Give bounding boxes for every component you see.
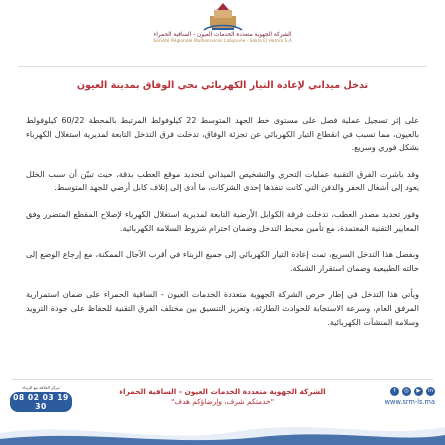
youtube-icon[interactable]: ▶	[414, 387, 423, 396]
facebook-icon[interactable]: f	[390, 387, 399, 396]
article-body	[26, 114, 419, 342]
footer-divider	[12, 379, 433, 380]
logo-emblem-icon	[200, 2, 246, 32]
paragraph-1: على إثر تسجيل عملية فصل على مستوى خط الجهد المتوسط 22 كيلوفولط المرتبط بالمحطة 60/22 كيلوفولط بالعيون، مما تسبب في انقطاع التيار الكهربائي عن تجزئة الوفاق، تدخلت فرق التدخل التابعة لمديرية استغلال الكهرباء بشكل فوري وسريع.	[26, 116, 420, 153]
linkedin-icon[interactable]: in	[427, 388, 433, 394]
paragraph-2: وقد باشرت الفرق التقنية عمليات التحري والتشخيص الميداني لتحديد موقع العطب بدقة، حيث تبيّن أن سبب الخلل يعود إلى أشغال الحفر والدفن التي كانت تنفذها إحدى الشركات، ما أدى إلى إتلاف كابل أرضي للجهد المتوسط.	[26, 169, 419, 193]
logo-text-french: Société Régionale Multiservices Laâyoune - Sakia El Hamra S.A	[153, 39, 292, 44]
footer-company-name: الشركة الجهوية متعددة الخدمات العيون - الساقية الحمراء	[119, 387, 326, 396]
website-link[interactable]: www.srm-ls.ma	[384, 398, 435, 406]
footer	[0, 379, 445, 445]
article-title: تدخل ميداني لإعادة التيار الكهربائي بحي الوفاق بمدينة العيون	[76, 80, 369, 91]
paragraph-3: وفور تحديد مصدر العطب، تدخلت فرقة الكوابل الأرضية التابعة لمديرية استغلال الكهرباء لإصلاح المقطع المتضرر وفق المعايير التقنية المعتمدة، مع تأمين محيط التدخل وضمان احترام شروط السلامة الكهربائية.	[26, 209, 419, 233]
social-icons	[365, 387, 435, 396]
footer-company-block	[100, 387, 345, 407]
company-logo	[93, 2, 353, 45]
header-divider	[18, 66, 427, 67]
social-block	[365, 387, 435, 406]
footer-slogan: "خدمتكم شرف، وإرضاؤكم هدف"	[171, 397, 274, 406]
instagram-icon[interactable]: ◎	[402, 387, 411, 396]
paragraph-4: وبفضل هذا التدخل السريع، تمت إعادة التيار الكهربائي إلى جميع الزبناء في أقرب الآجال الممكنة، مع إرجاع الوضع إلى حالته الطبيعية وضمان استقرار الشبكة.	[26, 250, 419, 273]
header	[0, 0, 445, 72]
phone-number[interactable]: 08 02 03 19 30	[10, 392, 72, 412]
customer-center	[10, 385, 72, 412]
paragraph-5: ويأتي هذا التدخل في إطار حرص الشركة الجهوية متعددة الخدمات العيون - الساقية الحمراء على ضمان استمرارية المرفق العام، وسرعة الاستجابة للحوادث الطارئة، وتعزيز التنسيق بين مختلف الفرق التقنية للحفاظ على جودة التزويد وسلامة المنشآت الكهربائية.	[26, 290, 419, 327]
phone-label: مركز العلاقة مع الزبناء	[22, 385, 60, 390]
footer-wave-decoration	[0, 415, 445, 445]
logo-text-arabic: الشركة الجهوية متعددة الخدمات العيون - الساقية الحمراء	[153, 32, 292, 38]
